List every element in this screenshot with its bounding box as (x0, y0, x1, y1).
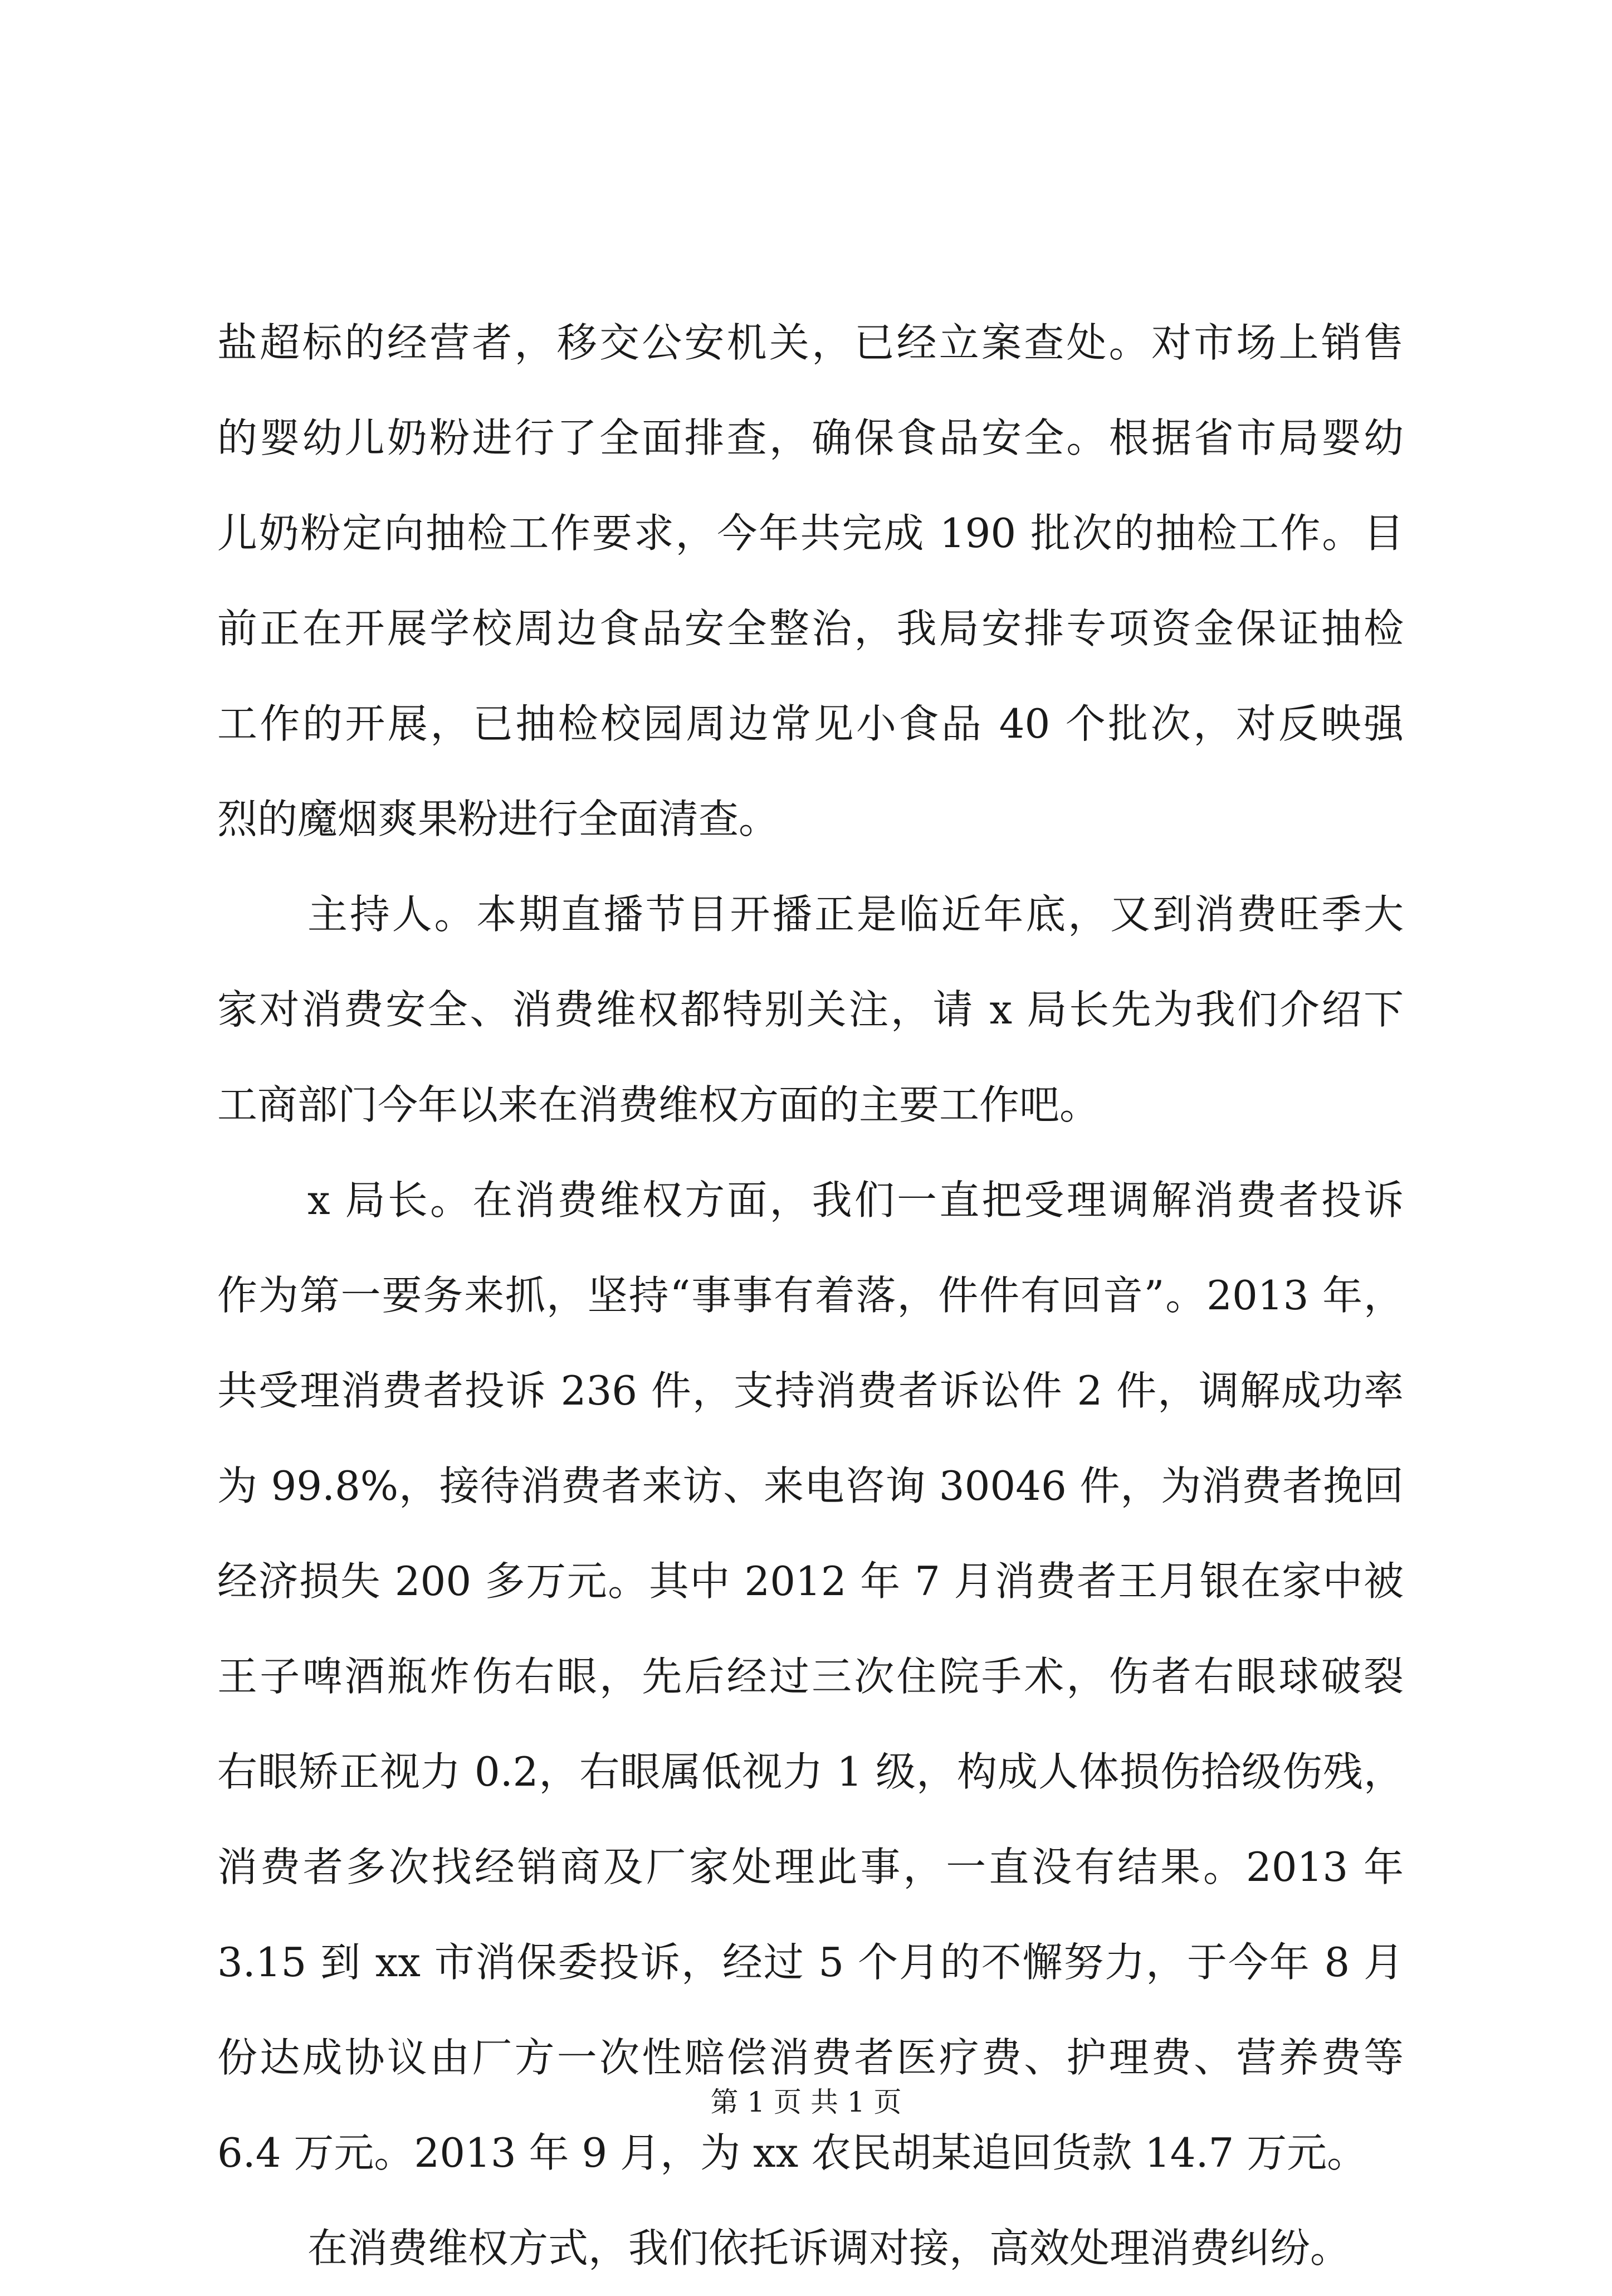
text-line: 盐超标的经营者，移交公安机关，已经立案查处。对市场上销售 (217, 319, 1404, 366)
text-line: x 局长。在消费维权方面，我们一直把受理调解消费者投诉 (307, 1177, 1404, 1223)
text-line: 共受理消费者投诉 236 件，支持消费者诉讼件 2 件，调解成功率 (217, 1367, 1404, 1414)
text-line: 工商部门今年以来在消费维权方面的主要工作吧。 (217, 1081, 1100, 1128)
text-line: 经济损失 200 多万元。其中 2012 年 7 月消费者王月银在家中被 (217, 1558, 1404, 1605)
text-line: 前正在开展学校周边食品安全整治，我局安排专项资金保证抽检 (217, 605, 1404, 652)
page-number-label: 第 1 页 共 1 页 (710, 2086, 902, 2118)
text-line: 工作的开展，已抽检校园周边常见小食品 40 个批次，对反映强 (217, 700, 1404, 747)
text-line: 6.4 万元。2013 年 9 月，为 xx 农民胡某追回货款 14.7 万元。 (217, 2129, 1367, 2176)
text-line: 的婴幼儿奶粉进行了全面排查，确保食品安全。根据省市局婴幼 (217, 415, 1404, 461)
text-line: 在消费维权方式，我们依托诉调对接，高效处理消费纠纷。 (307, 2225, 1351, 2271)
text-line: 份达成协议由厂方一次性赔偿消费者医疗费、护理费、营养费等 (217, 2034, 1404, 2081)
text-line: 作为第一要务来抓，坚持“事事有着落，件件有回音”。2013 年， (217, 1272, 1404, 1319)
text-line: 烈的魔烟爽果粉进行全面清查。 (217, 796, 779, 842)
text-line: 为 99.8%，接待消费者来访、来电咨询 30046 件，为消费者挽回 (217, 1463, 1404, 1509)
text-line: 主持人。本期直播节目开播正是临近年底，又到消费旺季大 (307, 891, 1404, 938)
text-line: 王子啤酒瓶炸伤右眼，先后经过三次住院手术，伤者右眼球破裂 (217, 1653, 1404, 1700)
document-body (217, 295, 1404, 2296)
page-footer (0, 2083, 1612, 2122)
text-line: 右眼矫正视力 0.2，右眼属低视力 1 级，构成人体损伤拾级伤残， (217, 1748, 1404, 1795)
text-line: 家对消费安全、消费维权都特别关注，请 x 局长先为我们介绍下 (217, 986, 1404, 1033)
text-line: 3.15 到 xx 市消保委投诉，经过 5 个月的不懈努力，于今年 8 月 (217, 1939, 1404, 1986)
text-line: 消费者多次找经销商及厂家处理此事，一直没有结果。2013 年 (217, 1844, 1404, 1890)
text-line: 儿奶粉定向抽检工作要求，今年共完成 190 批次的抽检工作。目 (217, 510, 1404, 557)
